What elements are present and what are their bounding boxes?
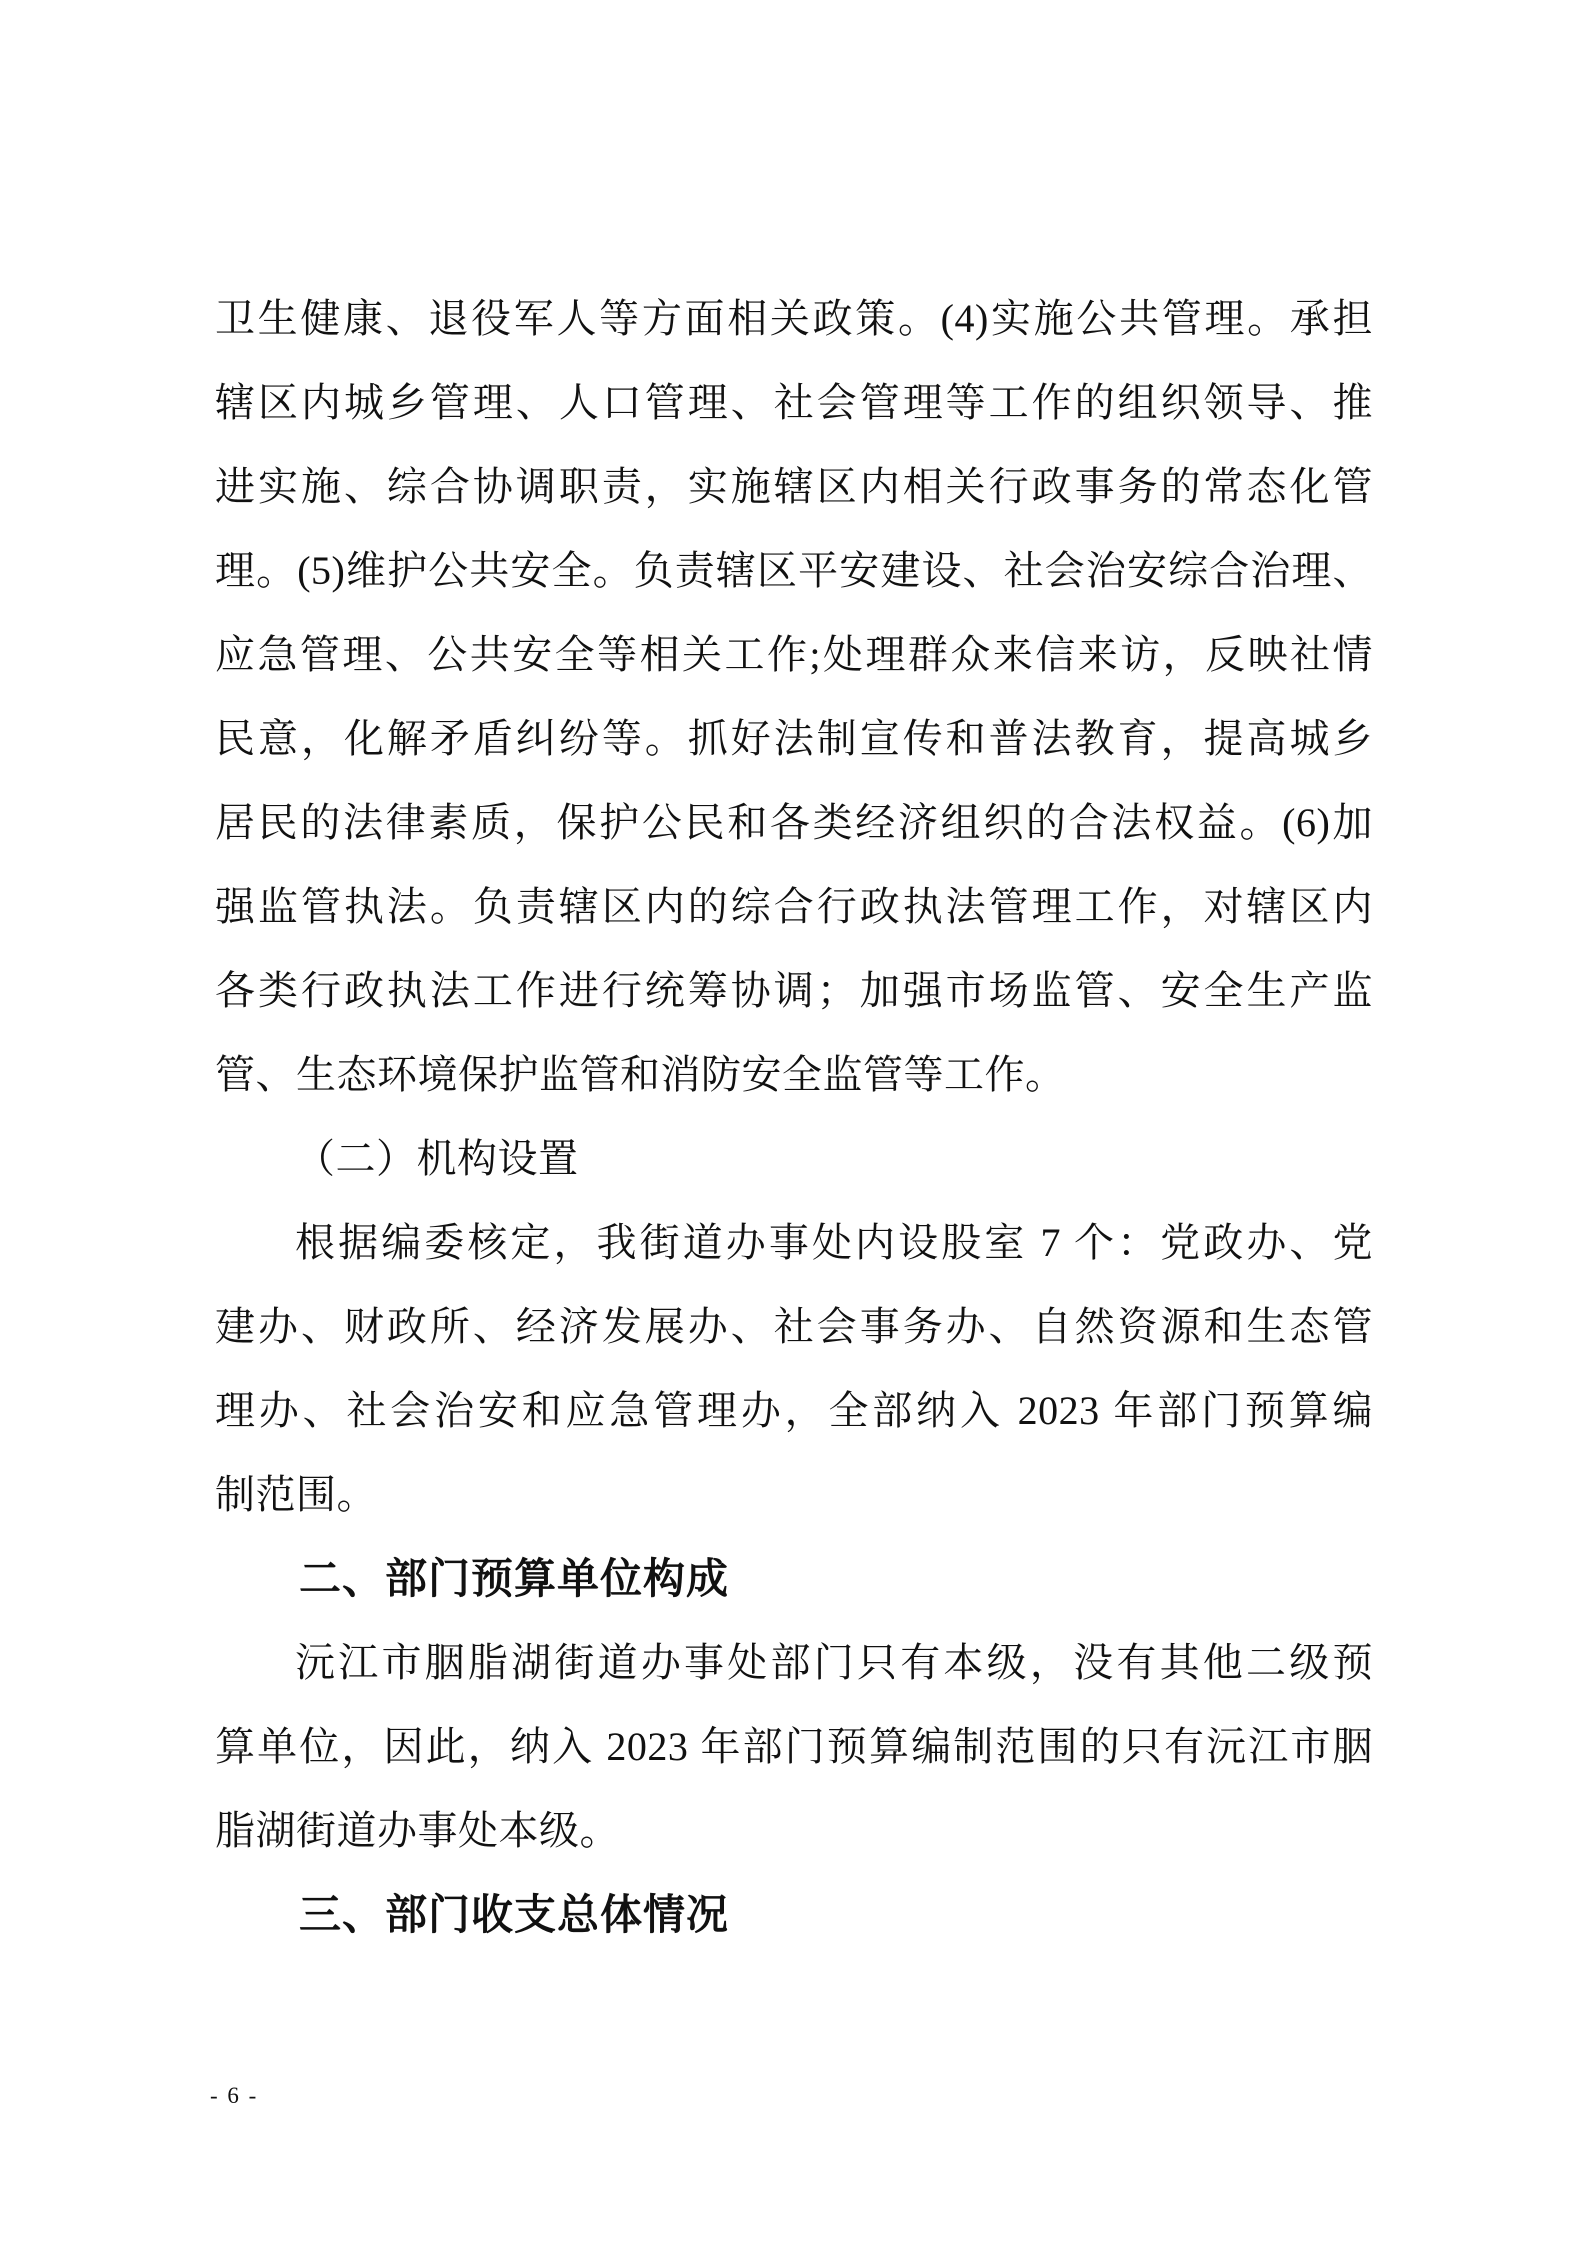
section-heading-org-setup: （二）机构设置 <box>295 1136 579 1181</box>
document-body <box>215 277 1373 1957</box>
body-text-line: 管、生态环境保护监管和消防安全监管等工作。 <box>215 1052 1066 1097</box>
section-heading-budget-units: 二、部门预算单位构成 <box>299 1555 730 1602</box>
body-text-line: 卫生健康、退役军人等方面相关政策。(4)实施公共管理。承担 <box>215 296 1373 341</box>
body-text-line: 理。(5)维护公共安全。负责辖区平安建设、社会治安综合治理、 <box>215 548 1373 593</box>
body-text-line: 各类行政执法工作进行统筹协调；加强市场监管、安全生产监 <box>215 968 1373 1013</box>
page-number: - 6 - <box>210 2083 259 2108</box>
body-text-line: 根据编委核定，我街道办事处内设股室 7 个：党政办、党 <box>295 1220 1373 1265</box>
body-text-line: 脂湖街道办事处本级。 <box>215 1808 620 1853</box>
body-text-line: 建办、财政所、经济发展办、社会事务办、自然资源和生态管 <box>215 1304 1373 1349</box>
body-text-line: 沅江市胭脂湖街道办事处部门只有本级，没有其他二级预 <box>295 1640 1373 1685</box>
body-text-line: 算单位，因此，纳入 2023 年部门预算编制范围的只有沅江市胭 <box>215 1724 1373 1769</box>
body-text-line: 制范围。 <box>215 1472 377 1517</box>
body-text-line: 居民的法律素质，保护公民和各类经济组织的合法权益。(6)加 <box>215 800 1373 845</box>
body-text-line: 进实施、综合协调职责，实施辖区内相关行政事务的常态化管 <box>215 464 1373 509</box>
body-text-line: 民意，化解矛盾纠纷等。抓好法制宣传和普法教育，提高城乡 <box>215 716 1373 761</box>
body-text-line: 理办、社会治安和应急管理办，全部纳入 2023 年部门预算编 <box>215 1388 1373 1433</box>
body-text-line: 应急管理、公共安全等相关工作;处理群众来信来访，反映社情 <box>215 632 1373 677</box>
body-text-line: 辖区内城乡管理、人口管理、社会管理等工作的组织领导、推 <box>215 380 1373 425</box>
body-text-line: 强监管执法。负责辖区内的综合行政执法管理工作，对辖区内 <box>215 884 1373 929</box>
section-heading-revenue-expense: 三、部门收支总体情况 <box>299 1891 730 1938</box>
